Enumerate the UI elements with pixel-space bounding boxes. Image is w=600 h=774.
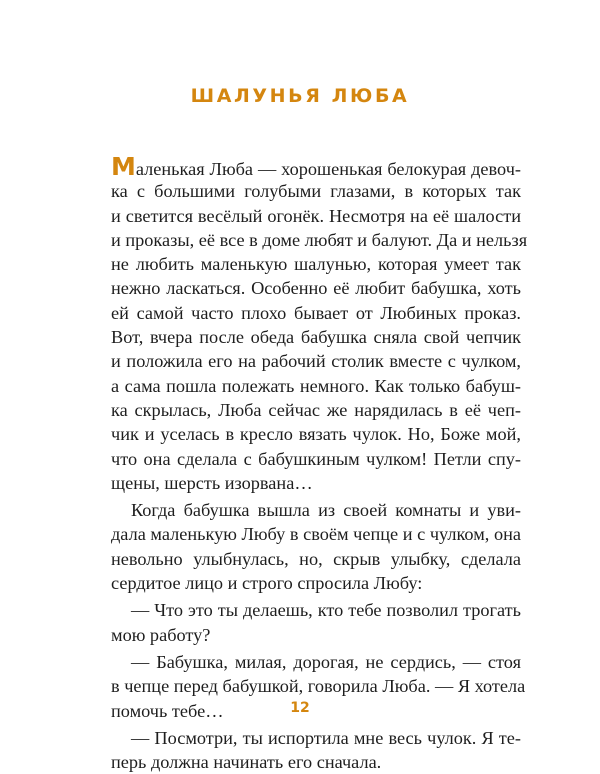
text-line: Когда бабушка вышла из своей комнаты и уви-: [131, 500, 521, 521]
text-line: и светится весёлый огонёк. Несмотря на её шалости: [111, 205, 521, 226]
text-line: Вот, вчера после обеда бабушка сняла свой чепчик: [111, 327, 521, 348]
text-line: [111, 152, 521, 181]
dialogue-line: — Бабушка, милая, дорогая, не сердись, — стоя: [131, 651, 521, 672]
text-line: ей самой часто плохо бывает от Любиных проказ.: [111, 302, 521, 323]
text-line: чик и уселась в кресло вязать чулок. Но, Боже мой,: [111, 424, 521, 445]
dialogue-line: в чепце перед бабушкой, говорила Люба. — Я хотела: [111, 676, 526, 697]
page-number: 12: [290, 700, 310, 716]
text-line: и положила его на рабочий столик вместе с чулком,: [111, 351, 521, 372]
text-line: ка скрылась, Люба сейчас же нарядилась в её чеп-: [111, 399, 521, 420]
dialogue-line: — Посмотри, ты испортила мне весь чулок. Я те-: [131, 727, 521, 748]
text-line: невольно улыбнулась, но, скрыв улыбку, сделала: [111, 548, 521, 569]
text-line: и проказы, её все в доме любят и балуют. Да и нельзя: [111, 229, 528, 250]
text-line: ка с большими голубыми глазами, в которых так: [111, 181, 521, 202]
dialogue-line: — Что это ты делаешь, кто тебе позволил трогать: [131, 600, 521, 621]
text-line: что она сделала с бабушкиным чулком! Петли спу-: [111, 448, 521, 469]
drop-cap: М: [111, 152, 136, 181]
text-line: а сама пошла полежать немного. Как только бабуш-: [111, 375, 521, 396]
text-line: щены, шерсть изорвана…: [111, 472, 313, 493]
story-text: [111, 152, 528, 774]
dialogue-line: мою работу?: [111, 624, 211, 645]
text-line-content: аленькая Люба — хорошенькая белокурая девоч-: [135, 159, 521, 179]
dialogue-line: помочь тебе…: [111, 700, 224, 721]
story-title: ШАЛУНЬЯ ЛЮБА: [190, 85, 410, 107]
text-line: нежно ласкаться. Особенно её любит бабушка, хоть: [111, 278, 521, 299]
dialogue-line: перь должна начинать его сначала.: [111, 752, 382, 773]
text-line: сердитое лицо и строго спросила Любу:: [111, 573, 423, 594]
text-line: дала маленькую Любу в своём чепце и с чулком, она: [111, 524, 521, 545]
text-line: не любить маленькую шалунью, которая умеет так: [111, 254, 521, 275]
